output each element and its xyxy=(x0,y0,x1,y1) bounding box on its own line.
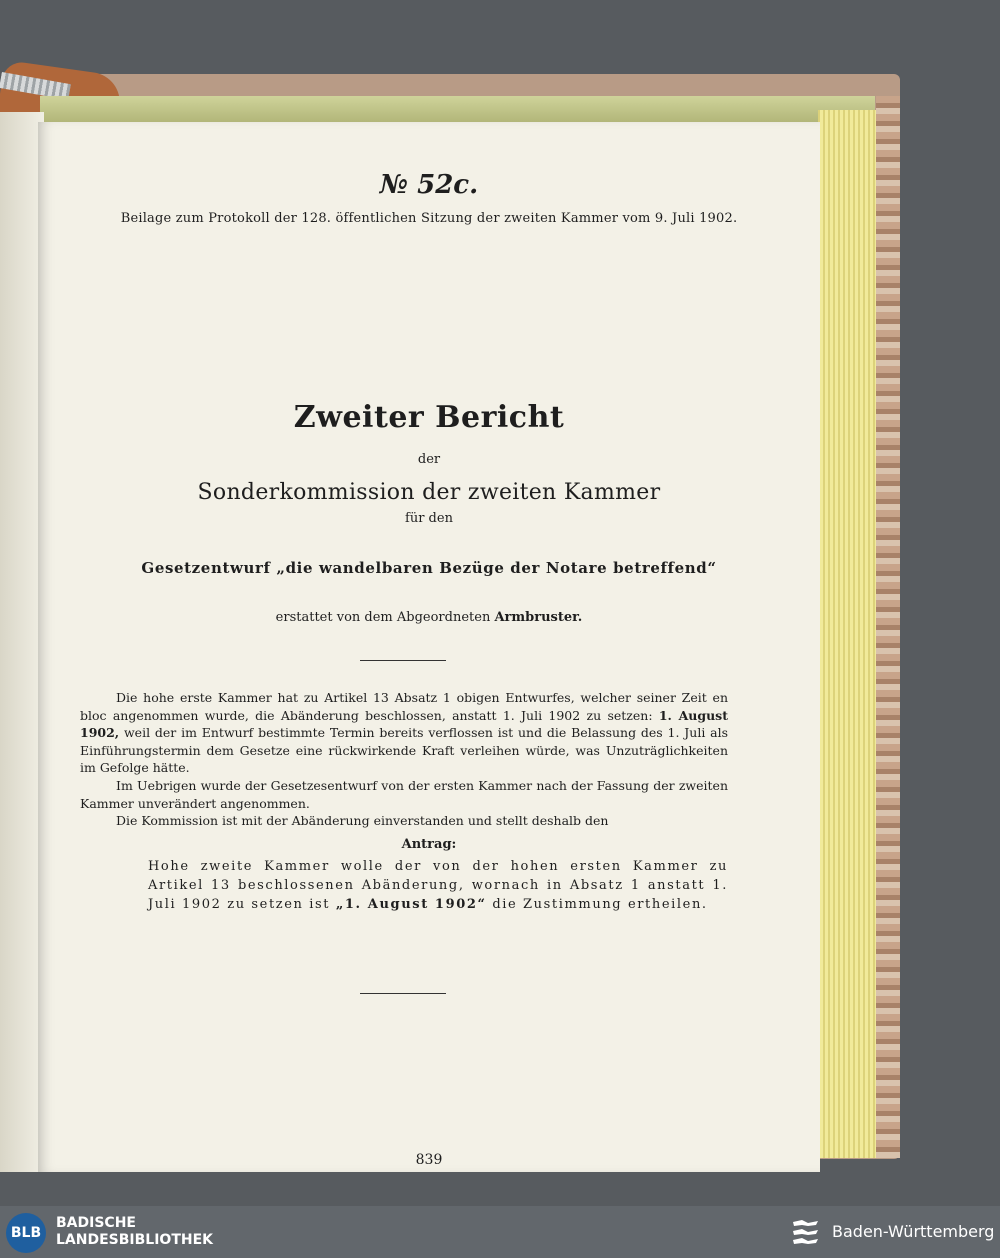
paragraph-2: Im Uebrigen wurde der Gesetzesentwurf von der ersten Kammer nach der Fassung der zweiten Kammer unverändert angenommen. xyxy=(80,777,728,811)
footer-bar xyxy=(0,1206,1000,1258)
report-body xyxy=(80,689,728,830)
paragraph-1-text-b: weil der im Entwurf bestimmte Termin bereits verflossen ist und die Belassung des 1. Juli als Einführungstermin dem Gesetze eine rückwirkende Kraft verleihen würde, was Unzuträglichkeiten im Gefolge hätte. xyxy=(80,725,729,776)
fuer-den-line: für den xyxy=(405,511,453,526)
paragraph-1-text-a: Die hohe erste Kammer hat zu Artikel 13 Absatz 1 obigen Entwurfes, welcher seiner Zeit en bloc angenommen wurde, die Abänderung beschlossen, anstatt 1. Juli 1902 zu setzen: xyxy=(80,690,728,723)
reporter-name: Armbruster. xyxy=(494,610,583,625)
antrag-text-a: Hohe zweite Kammer wolle der von der hohen ersten Kammer zu Artikel 13 beschlossenen Abänderung, wornach in Absatz 1 anstatt 1. Juli 1902 zu setzen ist xyxy=(148,859,728,912)
library-name-line1: BADISCHE xyxy=(56,1215,136,1231)
reporter-line xyxy=(38,610,820,625)
reporter-prefix: erstattet von dem Abgeordneten xyxy=(275,610,491,625)
document-page xyxy=(38,122,820,1172)
paragraph-1-date: 1. August 1902, xyxy=(80,707,728,741)
library-name-line2: LANDESBIBLIOTHEK xyxy=(56,1232,214,1248)
page-stack-edge xyxy=(818,110,880,1158)
baden-wuerttemberg-lions-icon[interactable] xyxy=(790,1216,822,1248)
state-name[interactable]: Baden-Württemberg xyxy=(832,1222,995,1241)
antrag-date: „1. August 1902“ xyxy=(335,897,487,912)
paragraph-1 xyxy=(80,689,728,777)
divider-rule xyxy=(360,660,446,661)
draft-title: Gesetzentwurf „die wandelbaren Bezüge der Notare betreffend“ xyxy=(141,559,717,577)
library-name[interactable] xyxy=(56,1215,213,1249)
page-number: 839 xyxy=(415,1152,443,1168)
supplement-line: Beilage zum Protokoll der 128. öffentlichen Sitzung der zweiten Kammer vom 9. Juli 1902. xyxy=(120,211,738,226)
document-number: № 52c. xyxy=(379,170,479,200)
antrag-text xyxy=(148,857,728,914)
blb-logo[interactable]: BLB xyxy=(6,1213,46,1253)
antrag-text-b: die Zustimmung ertheilen. xyxy=(492,897,708,912)
commission-line: Sonderkommission der zweiten Kammer xyxy=(197,480,661,505)
cover-spine-marbled xyxy=(876,96,900,1158)
report-title: Zweiter Bericht xyxy=(293,400,565,435)
closing-rule xyxy=(360,993,446,994)
paragraph-3: Die Kommission ist mit der Abänderung einverstanden und stellt deshalb den xyxy=(116,813,609,829)
antrag-heading: Antrag: xyxy=(401,837,457,852)
der-line: der xyxy=(417,452,441,467)
